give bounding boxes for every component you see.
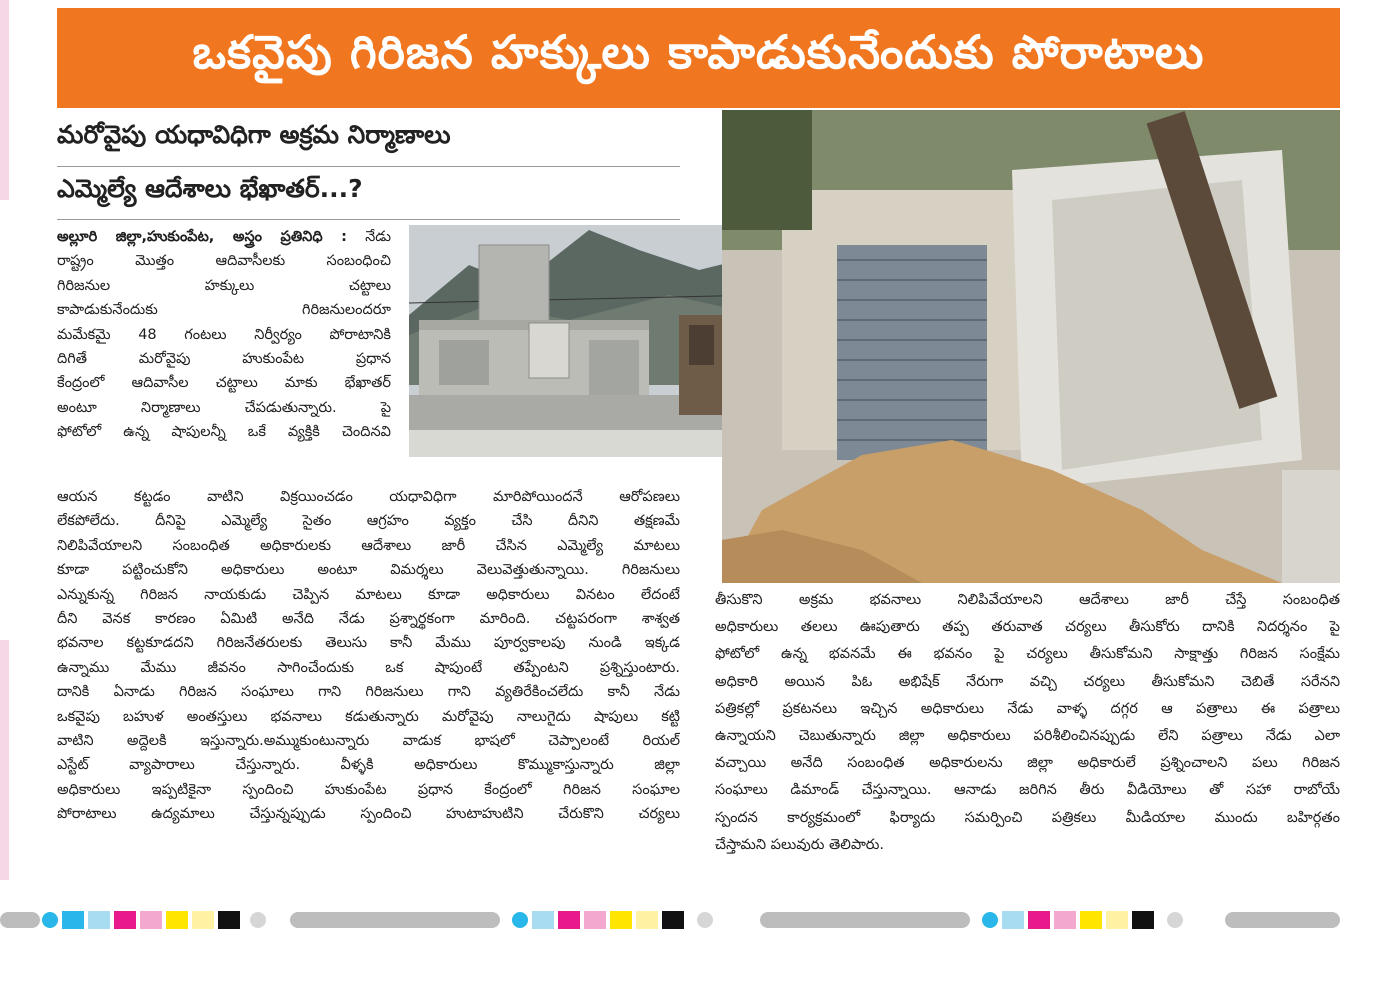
- print-color-bar: [0, 906, 1340, 934]
- article-line: లేకపోలేదు. దీనిపై ఎమ్మెల్యే సైతం ఆగ్రహం వ్యక్తం చేసి దీనిని తక్షణమే: [57, 513, 680, 530]
- article-line: ఫోటోలో ఉన్న షాపులన్నీ ఒకే వ్యక్తికి చెందినవి: [57, 424, 391, 441]
- article-line: [57, 225, 391, 249]
- article-line: వాటిని అద్దెలకి ఇస్తున్నారు.అమ్ముకుంటున్నారు వాడుక భాషలో చెప్పాలంటే రియల్: [57, 732, 680, 749]
- shop-photo-large: [722, 110, 1340, 583]
- headline: ఒకవైపు గిరిజన హక్కులు కాపాడుకునేందుకు పోరాటాలు: [192, 25, 1205, 79]
- edge-mark-bottom: [0, 640, 9, 880]
- article-line: దీని వెనక కారణం ఏమిటి అనేది నేడు ప్రశ్నార్థకంగా మారింది. చట్టపరంగా శాశ్వత: [57, 610, 680, 627]
- building-photo-small: [409, 225, 760, 457]
- article-line: అధికారి అయిన పిఓ అభిషేక్ నేరుగా వచ్చి చర్యలు తీసుకోమని చెబితే సరేనని: [715, 673, 1340, 690]
- article-line: ఒకవైపు బహుళ అంతస్తులు భవనాలు కడుతున్నారు మరోవైపు నాలుగైదు షాపులు కట్టి: [57, 708, 680, 725]
- subhead-2: ఎమ్మెల్యే ఆదేశాలు భేఖాతర్...?: [57, 174, 363, 203]
- article-line: కేంద్రంలో ఆదివాసీల చట్టాలు మాకు భేఖాతర్: [57, 375, 391, 392]
- article-line: రాష్ట్రం మొత్తం ఆదివాసీలకు సంబంధించి: [57, 253, 391, 270]
- color-bar-group: [0, 911, 1340, 929]
- article-line: సంఘాలు డిమాండ్ చేస్తున్నాయి. ఆనాడు జరిగిన తీరు వీడియోలు తో సహా రాబోయే: [715, 782, 1340, 799]
- article-line: ఎన్నుకున్న గిరిజన నాయకుడు చెప్పిన మాటలు కూడా అధికారులు వినటం లేదంటే: [57, 586, 680, 603]
- article-line: ఫోటోలో ఉన్న భవనమే ఈ భవనం పై చర్యలు తీసుకోమని సాక్షాత్తు గిరిజన సంక్షేమ: [715, 646, 1340, 663]
- article-line: వచ్చాయి అనేది సంబంధిత అధికారులను జిల్లా అధికారులే ప్రశ్నించాలని పలు గిరిజన: [715, 755, 1340, 772]
- article-line: అధికారులు తలలు ఊపుతారు తప్ప తరువాత చర్యలు తీసుకోరు దానికి నిదర్శనం పై: [715, 619, 1340, 636]
- article-line: చేస్తామని పలువురు తెలిపారు.: [715, 836, 885, 853]
- article-line-text: నేడు: [365, 229, 391, 245]
- article-line: నిలిపివేయాలని సంబంధిత అధికారులకు ఆదేశాలు జారీ చేసిన ఎమ్మెల్యే మాటలు: [57, 537, 680, 554]
- article-line: ఎస్టేట్ వ్యాపారాలు చేస్తున్నారు. వీళ్ళకి అధికారులు కొమ్ముకాస్తున్నారు జిల్లా: [57, 757, 680, 774]
- article-line: మమేకమై 48 గంటలు నిర్వీర్యం పోరాటానికి: [57, 326, 391, 343]
- article-line: భవనాల కట్టకూడదని గిరిజనేతరులకు తెలుసు కానీ మేము పూర్వకాలపు నుండి ఇక్కడ: [57, 635, 680, 652]
- article-line: ఆయన కట్టడం వాటిని విక్రయించడం యధావిధిగా మారిపోయిందనే ఆరోపణలు: [57, 489, 680, 505]
- article-line: దానికి ఏనాడు గిరిజన సంఘాలు గాని గిరిజనులు గాని వ్యతిరేకించలేదు కానీ నేడు: [57, 684, 680, 701]
- article-line: గిరిజనుల హక్కులు చట్టాలు: [57, 277, 391, 294]
- article-line: పోరాటాలు ఉద్యమాలు చేస్తున్నప్పుడు స్పందించి హుటాహుటిని చేరుకొని చర్యలు: [57, 806, 680, 823]
- article-line: తీసుకొని అక్రమ భవనాలు నిలిపివేయాలని ఆదేశాలు జారీ చేస్తే సంబంధిత: [715, 592, 1340, 608]
- building-illustration: [409, 225, 760, 457]
- article-line: ఉన్నాము మేము జీవనం సాగించేందుకు ఒక షాపుంటే తప్పేంటని ప్రశ్నిస్తుంటారు.: [57, 659, 680, 676]
- article-column-narrow: [57, 225, 391, 445]
- article-line: కూడా పట్టించుకోని అధికారులు అంటూ విమర్శలు వెలువెత్తుతున్నాయి. గిరిజనులు: [57, 562, 680, 579]
- subhead-1: మరోవైపు యధావిధిగా అక్రమ నిర్మాణాలు: [57, 120, 451, 149]
- shop-illustration: [722, 110, 1340, 583]
- article-line: దిగితే మరోవైపు హుకుంపేట ప్రధాన: [57, 350, 391, 367]
- article-line: అధికారులు ఇప్పటికైనా స్పందించి హుకుంపేట ప్రధాన కేంద్రంలో గిరిజన సంఘాల: [57, 781, 680, 798]
- article-line: పత్రికల్లో ప్రకటనలు ఇచ్చిన అధికారులు నేడు వాళ్ళ దగ్గర ఆ పత్రాలు ఈ పత్రాలు: [715, 700, 1340, 717]
- article-line: ఉన్నాయని చెబుతున్నారు జిల్లా అధికారులు పరిశీలించినప్పుడు లేని పత్రాలు నేడు ఎలా: [715, 727, 1340, 744]
- article-column-wide: [57, 485, 680, 826]
- article-line: స్పందన కార్యక్రమంలో ఫిర్యాదు సమర్పించి పత్రికలు మీడియాల ముందు బహిర్గతం: [715, 809, 1340, 826]
- headline-banner: [57, 8, 1340, 108]
- article-column-right: [715, 587, 1340, 859]
- article-line: అంటూ నిర్మాణాలు చేపడుతున్నారు. పై: [57, 399, 391, 416]
- edge-mark-top: [0, 0, 9, 200]
- article-line: కాపాడుకునేందుకు గిరిజనులందరూ: [57, 302, 391, 319]
- dateline: అల్లూరి జిల్లా,హుకుంపేట, అస్త్రం ప్రతినిధి :: [57, 229, 347, 245]
- subhead-divider-bottom: [57, 219, 680, 220]
- subhead-divider: [57, 166, 680, 167]
